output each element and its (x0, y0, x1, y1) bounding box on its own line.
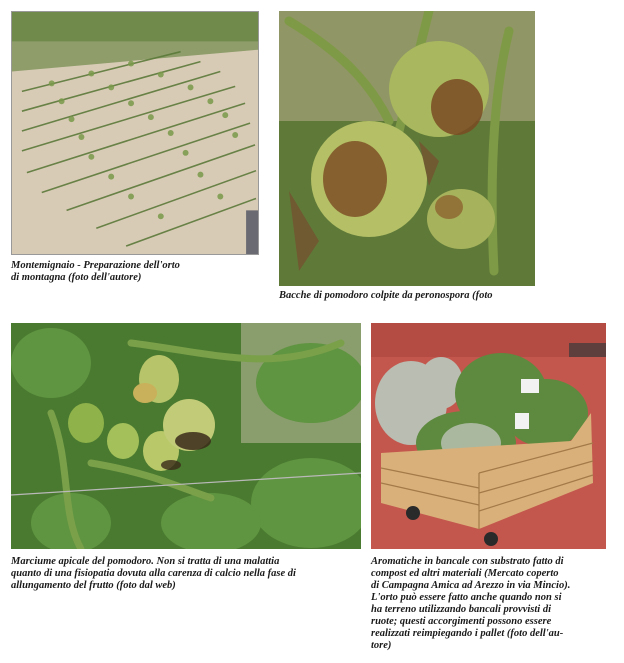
caption-line: compost ed altri materiali (Mercato coperto (371, 568, 559, 579)
photo-herb-planter (371, 323, 606, 549)
photo-blossom-end-rot (11, 323, 361, 549)
caption-blighted-tomatoes (279, 290, 579, 302)
garden-illustration (12, 12, 258, 254)
caption-herb-planter (371, 556, 607, 652)
blossom-end-rot-illustration (11, 323, 361, 549)
caption-line: Montemignaio - Preparazione dell'orto (11, 260, 180, 271)
caption-line: ha terreno utilizzando bancali provvisti di (371, 604, 551, 615)
photo-blighted-tomatoes (279, 11, 535, 286)
caption-line: quanto di una fisiopatia dovuta alla carenza di calcio nella fase di (11, 568, 296, 579)
caption-line: Aromatiche in bancale con substrato fatto di (371, 556, 564, 567)
caption-line: Bacche di pomodoro colpite da peronospora (foto (279, 290, 493, 301)
caption-line: Marciume apicale del pomodoro. Non si tratta di una malattia (11, 556, 280, 567)
caption-line: ruote; questi accorgimenti possono essere (371, 616, 552, 627)
photo-mountain-garden (11, 11, 259, 255)
caption-line: realizzati reimpiegando i pallet (foto dell'au- (371, 628, 564, 639)
caption-line: di Campagna Amica ad Arezzo in via Mincio). (371, 580, 571, 591)
tomato-illustration (279, 11, 535, 286)
caption-blossom-end-rot (11, 556, 363, 592)
caption-line: tore) (371, 640, 392, 651)
herb-planter-illustration (371, 323, 606, 549)
caption-mountain-garden (11, 260, 261, 284)
caption-line: di montagna (foto dell'autore) (11, 272, 142, 283)
caption-line: allungamento del frutto (foto dal web) (11, 580, 176, 591)
caption-line: L'orto può essere fatto anche quando non si (371, 592, 562, 603)
